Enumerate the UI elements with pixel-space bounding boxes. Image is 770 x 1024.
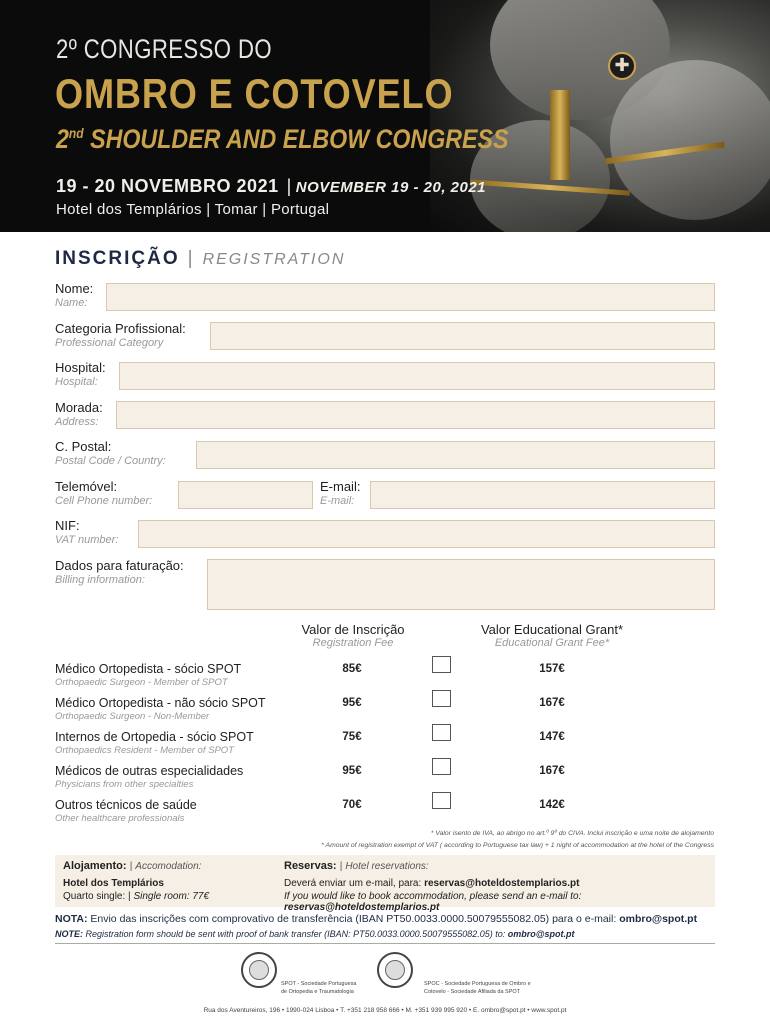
- fee-row-label: Outros técnicos de saúde Other healthcare professionals: [55, 798, 197, 824]
- reservations-section: Reservas: | Hotel reservations: Deverá enviar um e-mail, para: reservas@hoteldostemplarios.pt If you would like to book accommodation, please send an e-mail to: reservas@hoteldostemplarios.pt: [284, 860, 715, 913]
- header-subtitle: 2nd SHOULDER AND ELBOW CONGRESS: [56, 124, 509, 154]
- nif-label: NIF: VAT number:: [55, 518, 119, 546]
- header-title: OMBRO E COTOVELO: [55, 70, 454, 117]
- fee-row-label: Internos de Ortopedia - sócio SPOT Orthopaedics Resident - Member of SPOT: [55, 730, 254, 756]
- templar-cross-icon: ✚: [608, 52, 636, 80]
- grant-fee-value: 142€: [539, 799, 565, 811]
- name-label: Nome: Name:: [55, 281, 94, 309]
- fee-column-header: Valor de Inscrição Registration Fee: [301, 622, 405, 649]
- hospital-field[interactable]: [119, 362, 715, 390]
- hotel-name: Hotel dos Templários: [63, 878, 164, 889]
- reservations-email-link[interactable]: reservas@hoteldostemplarios.pt: [424, 878, 580, 889]
- armor-image: [430, 0, 770, 232]
- accommodation-section: Alojamento: | Accomodation: Hotel dos Templários Quarto single: | Single room: 77€: [63, 860, 210, 902]
- grant-fee-value: 147€: [539, 731, 565, 743]
- category-field[interactable]: [210, 322, 715, 350]
- spoc-logo: [377, 952, 413, 988]
- address-label: Morada: Address:: [55, 400, 103, 428]
- reservations-email-link-en[interactable]: reservas@hoteldostemplarios.pt: [284, 902, 440, 913]
- nif-field[interactable]: [138, 520, 715, 548]
- header-venue: Hotel dos Templários | Tomar | Portugal: [56, 201, 330, 218]
- postal-field[interactable]: [196, 441, 715, 469]
- fee-row-label: Médico Ortopedista - não sócio SPOT Orthopaedic Surgeon - Non-Member: [55, 696, 266, 722]
- billing-label: Dados para faturação: Billing information:: [55, 558, 184, 586]
- spot-logo-text: SPOT - Sociedade Portuguesa de Ortopedia e Traumatologia: [281, 981, 357, 995]
- fee-checkbox[interactable]: [432, 724, 451, 741]
- nota-email-link[interactable]: ombro@spot.pt: [619, 913, 698, 925]
- header-dates: 19 - 20 NOVEMBRO 2021 | NOVEMBER 19 - 20, 2021: [56, 176, 487, 196]
- room-rate: Quarto single: | Single room: 77€: [63, 891, 210, 902]
- fee-checkbox[interactable]: [432, 656, 451, 673]
- postal-label: C. Postal: Postal Code / Country:: [55, 439, 166, 467]
- name-field[interactable]: [106, 283, 715, 311]
- category-label: Categoria Profissional: Professional Category: [55, 321, 186, 349]
- nota-pt: NOTA: Envio das inscrições com comprovativo de transferência (IBAN PT50.0033.0000.50079555082.05) para o e-mail: ombro@spot.pt: [55, 913, 698, 925]
- nota-en: NOTE: Registration form should be sent with proof of bank transfer (IBAN: PT50.0033.0000.50079555082.05) to: ombro@spot.pt: [55, 929, 575, 939]
- fee-checkbox[interactable]: [432, 690, 451, 707]
- registration-fee-value: 75€: [342, 731, 362, 743]
- registration-fee-value: 95€: [342, 765, 362, 777]
- billing-field[interactable]: [207, 559, 715, 610]
- email-label: E-mail: E-mail:: [320, 479, 361, 507]
- spoc-logo-text: SPOC - Sociedade Portuguesa de Ombro e Cotovelo - Sociedade Afiliada da SPOT: [424, 981, 531, 995]
- address-field[interactable]: [116, 401, 715, 429]
- phone-field[interactable]: [178, 481, 313, 509]
- accommodation-band: [55, 855, 715, 913]
- email-field[interactable]: [370, 481, 715, 509]
- header-line1: 2º CONGRESSO DO: [56, 34, 273, 64]
- grant-fee-value: 167€: [539, 765, 565, 777]
- phone-label: Telemóvel: Cell Phone number:: [55, 479, 153, 507]
- vat-note-pt: * Valor isento de IVA, ao abrigo no art.º 9º do CIVA. Inclui inscrição e uma noite de alojamento: [430, 830, 714, 837]
- grant-fee-value: 157€: [539, 663, 565, 675]
- fee-row-label: Médico Ortopedista - sócio SPOT Orthopaedic Surgeon - Member of SPOT: [55, 662, 242, 688]
- footer-contact: Rua dos Aventureiros, 196 • 1990-024 Lisboa • T. +351 218 958 666 • M. +351 939 995 920 • E. ombro@spot.pt • www.spot.pt: [203, 1007, 567, 1014]
- registration-fee-value: 95€: [342, 697, 362, 709]
- hospital-label: Hospital: Hospital:: [55, 360, 106, 388]
- spot-logo: [241, 952, 277, 988]
- reservations-en: If you would like to book accommodation, please send an e-mail to: reservas@hoteldostemplarios.pt: [284, 891, 582, 913]
- registration-fee-value: 85€: [342, 663, 362, 675]
- vat-note-en: * Amount of registration exempt of VAT ( according to Portuguese tax law) + 1 night of accommodation at the hotel of the Congress: [321, 842, 714, 849]
- registration-fee-value: 70€: [342, 799, 362, 811]
- nota-email-link-en[interactable]: ombro@spot.pt: [507, 929, 575, 939]
- fee-checkbox[interactable]: [432, 792, 451, 809]
- reservations-pt: Deverá enviar um e-mail, para: reservas@hoteldostemplarios.pt: [284, 878, 580, 889]
- fee-checkbox[interactable]: [432, 758, 451, 775]
- grant-column-header: Valor Educational Grant* Educational Grant Fee*: [480, 622, 624, 649]
- header-banner: [0, 0, 770, 232]
- divider: [55, 943, 715, 944]
- fee-row-label: Médicos de outras especialidades Physicians from other specialties: [55, 764, 244, 790]
- grant-fee-value: 167€: [539, 697, 565, 709]
- form-title: INSCRIÇÃO | REGISTRATION: [55, 248, 346, 269]
